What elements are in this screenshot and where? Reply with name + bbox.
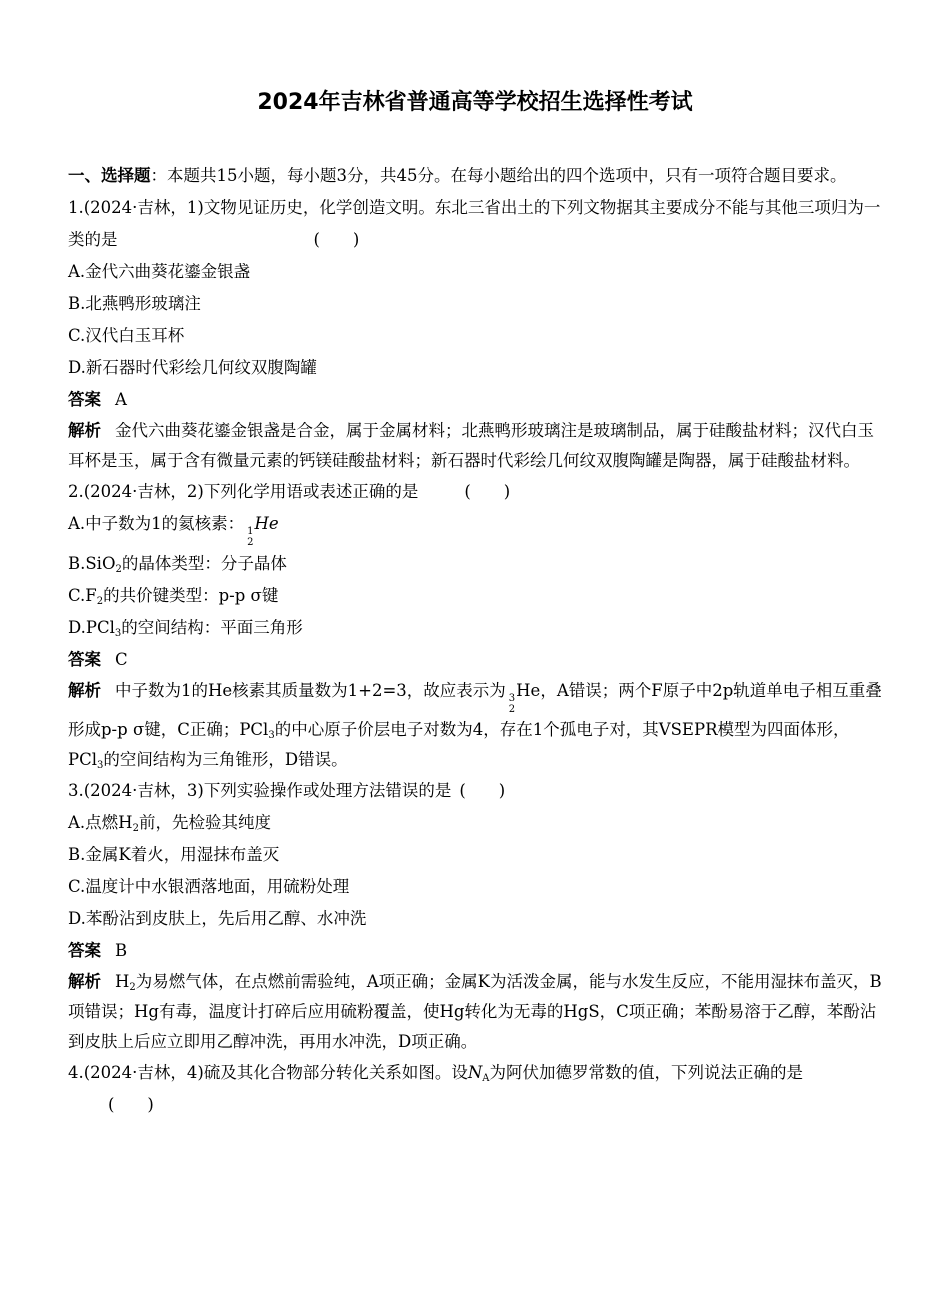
atomic-number: 2 bbox=[508, 704, 516, 715]
analysis-text: 中子数为1的He核素其质量数为1+2=3，故应表示为 bbox=[115, 681, 506, 700]
question-3-stem bbox=[68, 775, 882, 807]
mass-number: 1 bbox=[247, 526, 254, 537]
option-text: 的空间结构：平面三角形 bbox=[121, 618, 303, 637]
analysis-text: H bbox=[115, 972, 130, 991]
question-1-option-c: C.汉代白玉耳杯 bbox=[68, 326, 185, 345]
answer-blank: ( ) bbox=[108, 1095, 154, 1114]
subscript: 2 bbox=[129, 982, 136, 993]
analysis-text: 为易燃气体，在点燃前需验纯，A项正确；金属K为活泼金属，能与水发生反应，不能用湿抹布盖灭，B项错误；Hg有毒，温度计打碎后应用硫粉覆盖，使Hg转化为无毒的HgS，C项正确；苯酚易溶于乙醇，苯酚沾到皮肤上后应立即用乙醇冲洗，再用水冲洗，D项正确。 bbox=[68, 972, 882, 1051]
question-2-stem bbox=[68, 476, 882, 508]
option-text: 的晶体类型：分子晶体 bbox=[121, 554, 287, 573]
question-3-text: 3.(2024·吉林，3)下列实验操作或处理方法错误的是 bbox=[68, 781, 452, 800]
option-text: 前，先检验其纯度 bbox=[138, 813, 271, 832]
question-2-analysis bbox=[68, 676, 882, 775]
page-title: 2024年吉林省普通高等学校招生选择性考试 bbox=[257, 90, 693, 115]
section-description: ：本题共15小题，每小题3分，共45分。在每小题给出的四个选项中，只有一项符合题目要求。 bbox=[150, 166, 847, 185]
nuclide-notation bbox=[509, 693, 515, 715]
question-1-option-d: D.新石器时代彩绘几何纹双腹陶罐 bbox=[68, 358, 317, 377]
section-header bbox=[68, 160, 882, 192]
question-1-option-b: B.北燕鸭形玻璃注 bbox=[68, 294, 201, 313]
analysis-label: 解析 bbox=[68, 421, 101, 440]
question-2-option-c bbox=[68, 580, 882, 612]
answer-value: A bbox=[115, 390, 127, 409]
subscript: 3 bbox=[97, 760, 104, 771]
element-symbol: He bbox=[516, 681, 541, 700]
answer-value: C bbox=[115, 650, 128, 669]
option-text: 的共价键类型：p-p σ键 bbox=[103, 586, 279, 605]
option-text: D.PCl bbox=[68, 618, 115, 637]
question-3-analysis bbox=[68, 967, 882, 1057]
question-1-stem bbox=[68, 192, 882, 256]
option-text: B.SiO bbox=[68, 554, 116, 573]
nuclide-notation bbox=[247, 526, 253, 548]
analysis-text: 金代六曲葵花鎏金银盏是合金，属于金属材料；北燕鸭形玻璃注是玻璃制品，属于硅酸盐材料；汉代白玉耳杯是玉，属于含有微量元素的钙镁硅酸盐材料；新石器时代彩绘几何纹双腹陶罐是陶器，属于硅酸盐材料。 bbox=[68, 421, 874, 470]
answer-value: B bbox=[115, 941, 128, 960]
answer-blank: ( ) bbox=[464, 482, 511, 501]
mass-number: 3 bbox=[508, 693, 516, 704]
question-3-option-c: C.温度计中水银洒落地面，用硫粉处理 bbox=[68, 877, 350, 896]
answer-blank: ( ) bbox=[459, 781, 506, 800]
subscript: 3 bbox=[114, 628, 122, 639]
answer-label: 答案 bbox=[68, 650, 101, 669]
answer-blank: ( ) bbox=[313, 230, 360, 249]
subscript: 3 bbox=[268, 730, 275, 741]
analysis-text: ，A错误；两个F原子中2p轨道单电子相互重叠形成p-p σ键，C正确；PCl bbox=[68, 681, 882, 739]
question-1-option-a: A.金代六曲葵花鎏金银盏 bbox=[68, 262, 251, 281]
option-text: C.F bbox=[68, 586, 97, 605]
question-2-option-d bbox=[68, 612, 882, 644]
question-3-option-b: B.金属K着火，用湿抹布盖灭 bbox=[68, 845, 280, 864]
subscript: 2 bbox=[115, 564, 122, 575]
atomic-number: 2 bbox=[247, 537, 254, 548]
option-text: A.中子数为1的氦核素： bbox=[68, 514, 245, 533]
question-2-option-a bbox=[68, 508, 882, 548]
subscript: 2 bbox=[96, 596, 104, 607]
question-2-option-b bbox=[68, 548, 882, 580]
analysis-text: 的空间结构为三角锥形，D错误。 bbox=[103, 750, 348, 769]
analysis-label: 解析 bbox=[68, 972, 101, 991]
question-3-answer bbox=[68, 935, 882, 967]
analysis-label: 解析 bbox=[68, 681, 101, 700]
question-3-option-d: D.苯酚沾到皮肤上，先后用乙醇、水冲洗 bbox=[68, 909, 367, 928]
option-text: A.点燃H bbox=[68, 813, 133, 832]
question-1-analysis bbox=[68, 416, 882, 476]
section-label: 一、选择题 bbox=[68, 166, 151, 185]
question-3-option-a bbox=[68, 807, 882, 839]
question-2-answer bbox=[68, 644, 882, 676]
question-1-text: 1.(2024·吉林，1)文物见证历史，化学创造文明。东北三省出土的下列文物据其主要成分不能与其他三项归为一类的是 bbox=[68, 198, 881, 249]
question-4-stem bbox=[68, 1057, 882, 1121]
question-4-text: 为阿伏加德罗常数的值，下列说法正确的是 bbox=[489, 1063, 804, 1082]
answer-label: 答案 bbox=[68, 390, 101, 409]
element-symbol: He bbox=[254, 514, 279, 533]
analysis-text: 的中心原子价层电子对数为4，存在1个孤电子对，其VSEPR模型为四面体形，PCl bbox=[68, 720, 850, 769]
subscript: 2 bbox=[132, 823, 139, 834]
subscript: A bbox=[482, 1073, 490, 1084]
question-1-answer bbox=[68, 384, 882, 416]
avogadro-symbol: N bbox=[467, 1063, 483, 1082]
question-2-text: 2.(2024·吉林，2)下列化学用语或表述正确的是 bbox=[68, 482, 419, 501]
question-4-text: 4.(2024·吉林，4)硫及其化合物部分转化关系如图。设 bbox=[68, 1063, 468, 1082]
answer-label: 答案 bbox=[68, 941, 101, 960]
